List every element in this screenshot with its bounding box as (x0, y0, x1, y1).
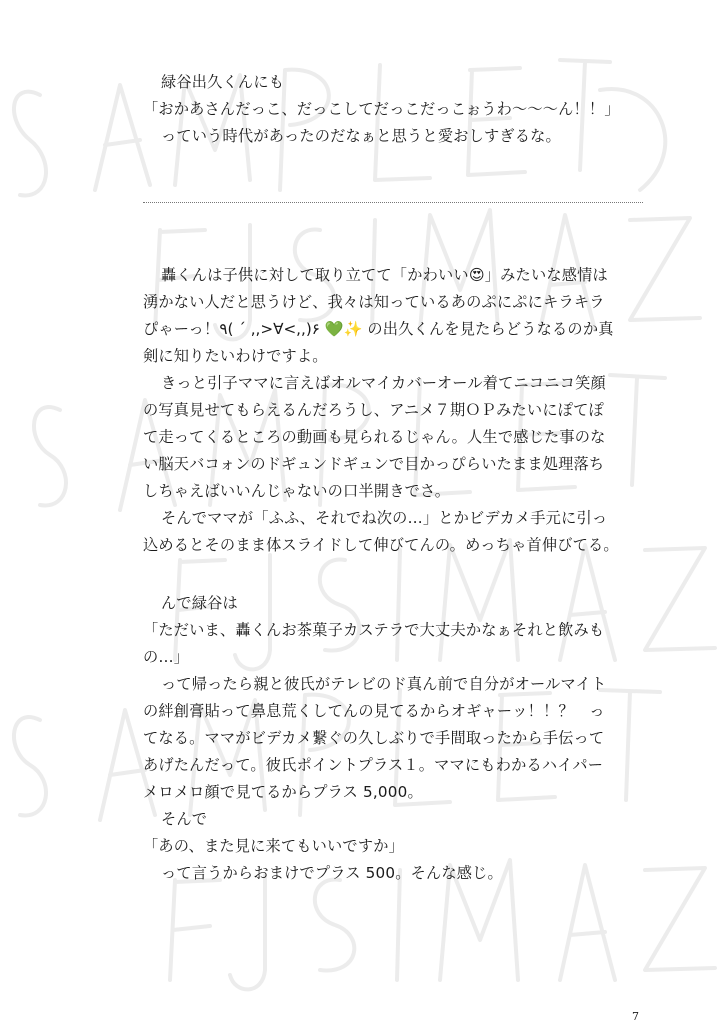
text-line: しちゃえばいいんじゃないの口半開きでさ。 (143, 482, 451, 500)
text-line: っていう時代があったのだなぁと思うと愛おしすぎるな。 (161, 127, 561, 145)
text-line: 轟くんは子供に対して取り立てて「かわいい😍」みたいな感情は (161, 266, 608, 284)
text-line: んで緑谷は (161, 594, 238, 612)
text-line: って言うからおまけでプラス 500。そんな感じ。 (161, 864, 503, 882)
text-line: ぴゃーっ！٩( ˊ ,,>∀<,,)۶ 💚✨ の出久くんを見たらどうなるのか真 (143, 320, 614, 338)
text-line: あげたんだって。彼氏ポイントプラス１。ママにもわかるハイパー (143, 756, 604, 774)
text-line: 剣に知りたいわけですよ。 (143, 347, 328, 365)
text-line: そんでママが「ふふ、それでね次の…」とかビデカメ手元に引っ (161, 509, 608, 527)
text-line: て走ってくるところの動画も見られるじゃん。人生で感じた事のな (143, 428, 606, 446)
text-line: 「ただいま、轟くんお茶菓子カステラで大丈夫かなぁそれと飲みも (143, 621, 605, 639)
text-line: の…」 (143, 648, 190, 666)
text-line: 込めるとそのまま体スライドして伸びてんの。めっちゃ首伸びてる。 (143, 536, 619, 554)
text-line: 「あの、また見に来てもいいですか」 (143, 837, 404, 855)
text-line: 湧かない人だと思うけど、我々は知っているあのぷにぷにキラキラ (143, 293, 605, 311)
text-line: の写真見せてもらえるんだろうし、アニメ７期ＯＰみたいにぽてぽ (143, 401, 604, 419)
text-line: 緑谷出久くんにも (161, 73, 285, 91)
section-divider (143, 202, 643, 203)
text-line: 「おかあさんだっこ、だっこしてだっこだっこぉうわ〜〜〜ん！！」 (143, 100, 620, 118)
text-line: てなる。ママがビデカメ繋ぐの久しぶりで手間取ったから手伝って (143, 729, 605, 747)
text-line: の絆創膏貼って鼻息荒くしてんの見てるからオギャーッ！！？ っ (143, 702, 605, 720)
text-line: って帰ったら親と彼氏がテレビのド真ん前で自分がオールマイト (161, 675, 607, 693)
text-line: い脳天バコォンのドギュンドギュンで目かっぴらいたまま処理落ち (143, 455, 605, 473)
text-line: そんで (161, 810, 208, 828)
page-number: 7 (632, 1010, 639, 1023)
text-line: きっと引子ママに言えばオルマイカバーオール着てニコニコ笑顔 (161, 374, 606, 392)
text-line: メロメロ顔で見てるからプラス 5,000。 (143, 783, 423, 801)
